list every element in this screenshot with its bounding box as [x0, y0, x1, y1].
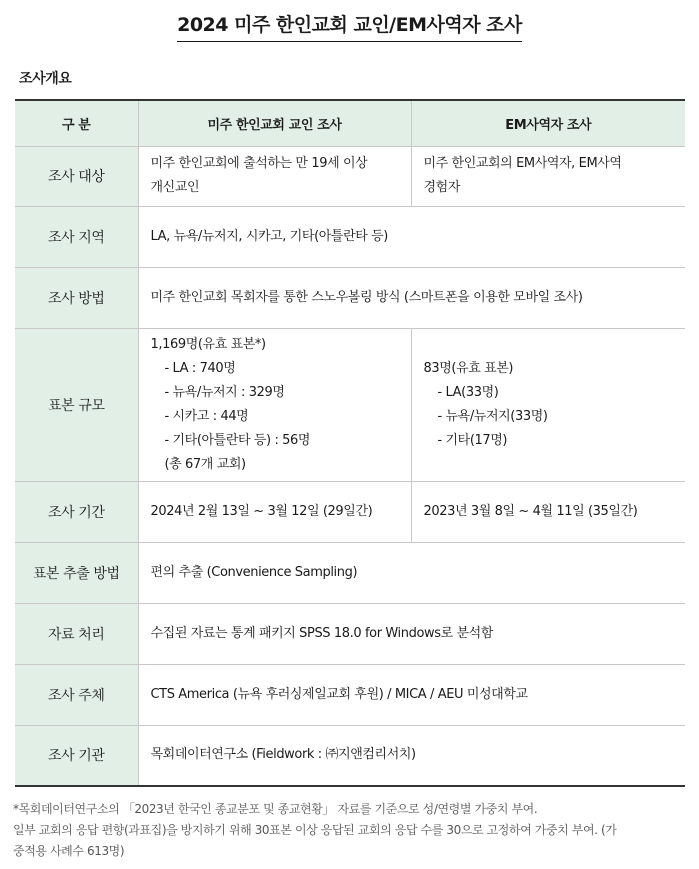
table-row: [15, 664, 685, 725]
table-row: [15, 481, 685, 542]
row-label-region: 조사 지역: [15, 206, 138, 267]
table-header-row: [15, 100, 685, 146]
footnote-line: 중적용 사례수 613명): [13, 844, 125, 858]
table-row: [15, 267, 685, 328]
row-label-agency: 조사 기관: [15, 725, 138, 786]
row-label-target: 조사 대상: [15, 146, 138, 206]
processing-cell: 수집된 자료는 통계 패키지 SPSS 18.0 for Windows로 분석함: [150, 625, 493, 641]
section-label: 조사개요: [19, 71, 72, 87]
row-label-sampling: 표본 추출 방법: [15, 542, 138, 603]
em-sample-cell: 83명(유효 표본) - LA(33명) - 뉴욕/뉴저지(33명) - 기타(17명): [423, 360, 548, 448]
page-title: 2024 미주 한인교회 교인/EM사역자 조사: [0, 10, 699, 42]
row-label-method: 조사 방법: [15, 267, 138, 328]
member-target-cell: 미주 한인교회에 출석하는 만 19세 이상 개신교인: [138, 146, 411, 206]
organizer-cell: CTS America (뉴욕 후러싱제일교회 후원) / MICA / AEU 미성대학교: [150, 686, 528, 702]
header-category: 구 분: [15, 100, 138, 146]
em-period-cell: 2023년 3월 8일 ~ 4월 11일 (35일간): [423, 503, 638, 519]
region-cell: LA, 뉴욕/뉴저지, 시카고, 기타(아틀란타 등): [150, 228, 388, 244]
table-row: [15, 603, 685, 664]
method-cell: 미주 한인교회 목회자를 통한 스노우볼링 방식 (스마트폰을 이용한 모바일 조사): [150, 289, 583, 305]
em-target-cell: 미주 한인교회의 EM사역자, EM사역 경험자: [423, 156, 622, 195]
table-row: [15, 146, 685, 206]
row-label-processing: 자료 처리: [15, 603, 138, 664]
footnote-line: 일부 교회의 응답 편향(과표집)을 방지하기 위해 30표본 이상 응답된 교회의 응답 수를 30으로 고정하여 가중치 부여. (가: [13, 823, 617, 837]
header-em-survey: EM사역자 조사: [411, 100, 685, 146]
row-label-sample: 표본 규모: [15, 328, 138, 481]
table-row: [15, 542, 685, 603]
row-label-organizer: 조사 주체: [15, 664, 138, 725]
table-row: [15, 725, 685, 786]
member-sample-cell: 1,169명(유효 표본*) - LA : 740명 - 뉴욕/뉴저지 : 329명 - 시카고 : 44명 - 기타(아틀란타 등) : 56명 (총 67개 교회): [138, 328, 411, 481]
footnote: [13, 799, 693, 862]
table-row: [15, 206, 685, 267]
table-row: [15, 328, 685, 481]
agency-cell: 목회데이터연구소 (Fieldwork : ㈜지앤컴리서치): [150, 747, 416, 763]
header-member-survey: 미주 한인교회 교인 조사: [138, 100, 411, 146]
row-label-period: 조사 기간: [15, 481, 138, 542]
sampling-cell: 편의 추출 (Convenience Sampling): [150, 564, 358, 580]
footnote-line: *목회데이터연구소의 「2023년 한국인 종교분포 및 종교현황」 자료를 기준으로 성/연령별 가중치 부여.: [13, 802, 538, 816]
member-period-cell: 2024년 2월 13일 ~ 3월 12일 (29일간): [138, 481, 411, 542]
survey-overview-table: [15, 99, 685, 787]
